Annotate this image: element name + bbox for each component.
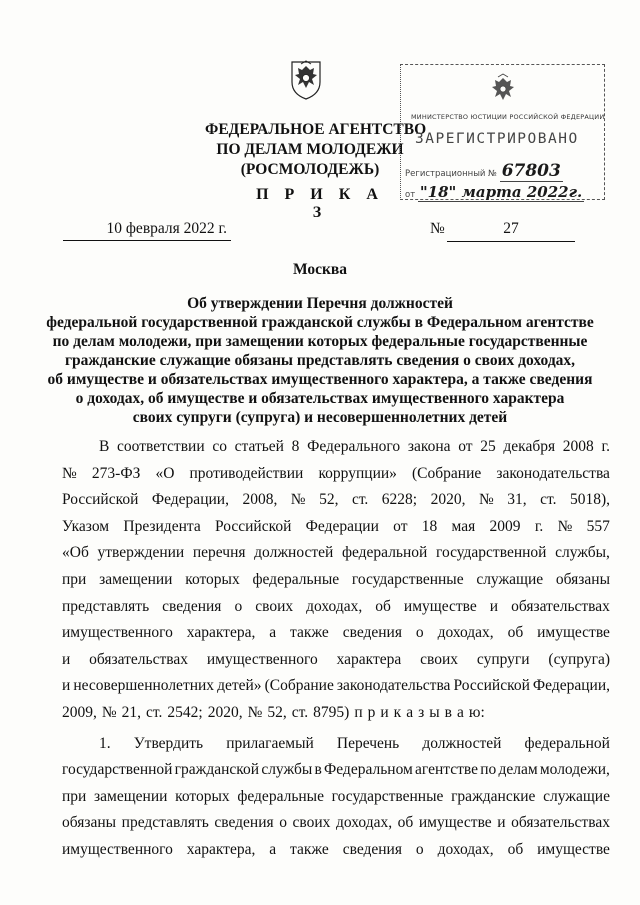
- text-line: государственной гражданской службы в Федеральном агентстве по делам молодежи,: [62, 761, 610, 779]
- agency-name-line-1: ФЕДЕРАЛЬНОЕ АГЕНТСТВО: [205, 121, 427, 138]
- coat-of-arms-icon: [289, 58, 323, 100]
- document-heading: [40, 294, 600, 427]
- heading-line: о доходах, об имуществе и обязательствах имущественного характера: [75, 390, 565, 407]
- stamp-date-line: [405, 183, 601, 202]
- text-line: при замещении которых федеральные государственные служащие обязаны: [62, 570, 610, 588]
- text-line: обязаны представлять сведения о своих доходах, об имуществе и обязательствах: [62, 814, 610, 832]
- text-line: и обязательствах имущественного характера своих супруги (супруга): [62, 650, 610, 668]
- heading-line: гражданские служащие обязаны представлять сведения о своих доходах,: [64, 352, 576, 369]
- paragraph-preamble: [62, 434, 610, 727]
- document-type: П Р И К А З: [256, 186, 384, 221]
- stamp-reg-number: 67803: [501, 161, 561, 181]
- stamp-reg-label: Регистрационный №: [405, 169, 497, 179]
- stamp-coat-of-arms-icon: [489, 73, 517, 107]
- document-number-sign: №: [430, 220, 445, 237]
- text-line: имущественного характера, а также сведения о доходах, об имуществе: [62, 624, 610, 642]
- stamp-date-label: от: [405, 190, 416, 200]
- stamp-ministry: МИНИСТЕРСТВО ЮСТИЦИИ РОССИЙСКОЙ ФЕДЕРАЦИИ: [411, 113, 605, 121]
- heading-line: Об утверждении Перечня должностей: [187, 295, 453, 312]
- text-line: и несовершеннолетних детей» (Собрание законодательства Российской Федерации,: [62, 677, 610, 695]
- heading-line: об имуществе и обязательствах имущественного характера, а также сведения: [47, 371, 593, 388]
- text-line: В соответствии со статьей 8 Федерального закона от 25 декабря 2008 г.: [99, 438, 610, 455]
- document-number: 27: [447, 220, 575, 242]
- stamp-registration-number-line: [405, 161, 601, 182]
- text-line: имущественного характера, а также сведения о доходах, об имуществе: [62, 840, 610, 858]
- text-line: при замещении которых федеральные государственные гражданские служащие: [62, 787, 610, 805]
- text-line: «Об утверждении перечня должностей федеральной государственной службы,: [62, 544, 610, 562]
- agency-header: [205, 120, 427, 180]
- paragraph-item-1: [62, 731, 610, 864]
- heading-line: по делам молодежи, при замещении которых федеральные государственные: [52, 333, 588, 350]
- text-line: Указом Президента Российской Федерации от 18 мая 2009 г. № 557: [62, 517, 610, 535]
- document-city: Москва: [292, 261, 348, 278]
- text-line: Российской Федерации, 2008, № 52, ст. 6228; 2020, № 31, ст. 5018),: [62, 491, 610, 509]
- stamp-date-value: "18" марта 2022г.: [419, 183, 583, 201]
- registration-stamp: [400, 64, 605, 200]
- text-line: 1. Утвердить прилагаемый Перечень должностей федеральной: [99, 734, 610, 752]
- heading-line: федеральной государственной гражданской службы в Федеральном агентстве: [46, 314, 594, 331]
- document-body: [62, 434, 610, 864]
- agency-name-line-3: (РОСМОЛОДЕЖЬ): [240, 161, 380, 178]
- heading-line: своих супруги (супруга) и несовершеннолетних детей: [132, 409, 508, 426]
- agency-name-line-2: ПО ДЕЛАМ МОЛОДЕЖИ: [216, 141, 404, 158]
- text-line: № 273-ФЗ «О противодействии коррупции» (Собрание законодательства: [62, 464, 610, 482]
- text-line: 2009, № 21, ст. 2542; 2020, № 52, ст. 8795) п р и к а з ы в а ю:: [62, 703, 485, 721]
- document-date: 10 февраля 2022 г.: [63, 220, 231, 241]
- text-line: представлять сведения о своих доходах, об имуществе и обязательствах: [62, 597, 610, 615]
- stamp-registered: ЗАРЕГИСТРИРОВАНО: [415, 131, 579, 147]
